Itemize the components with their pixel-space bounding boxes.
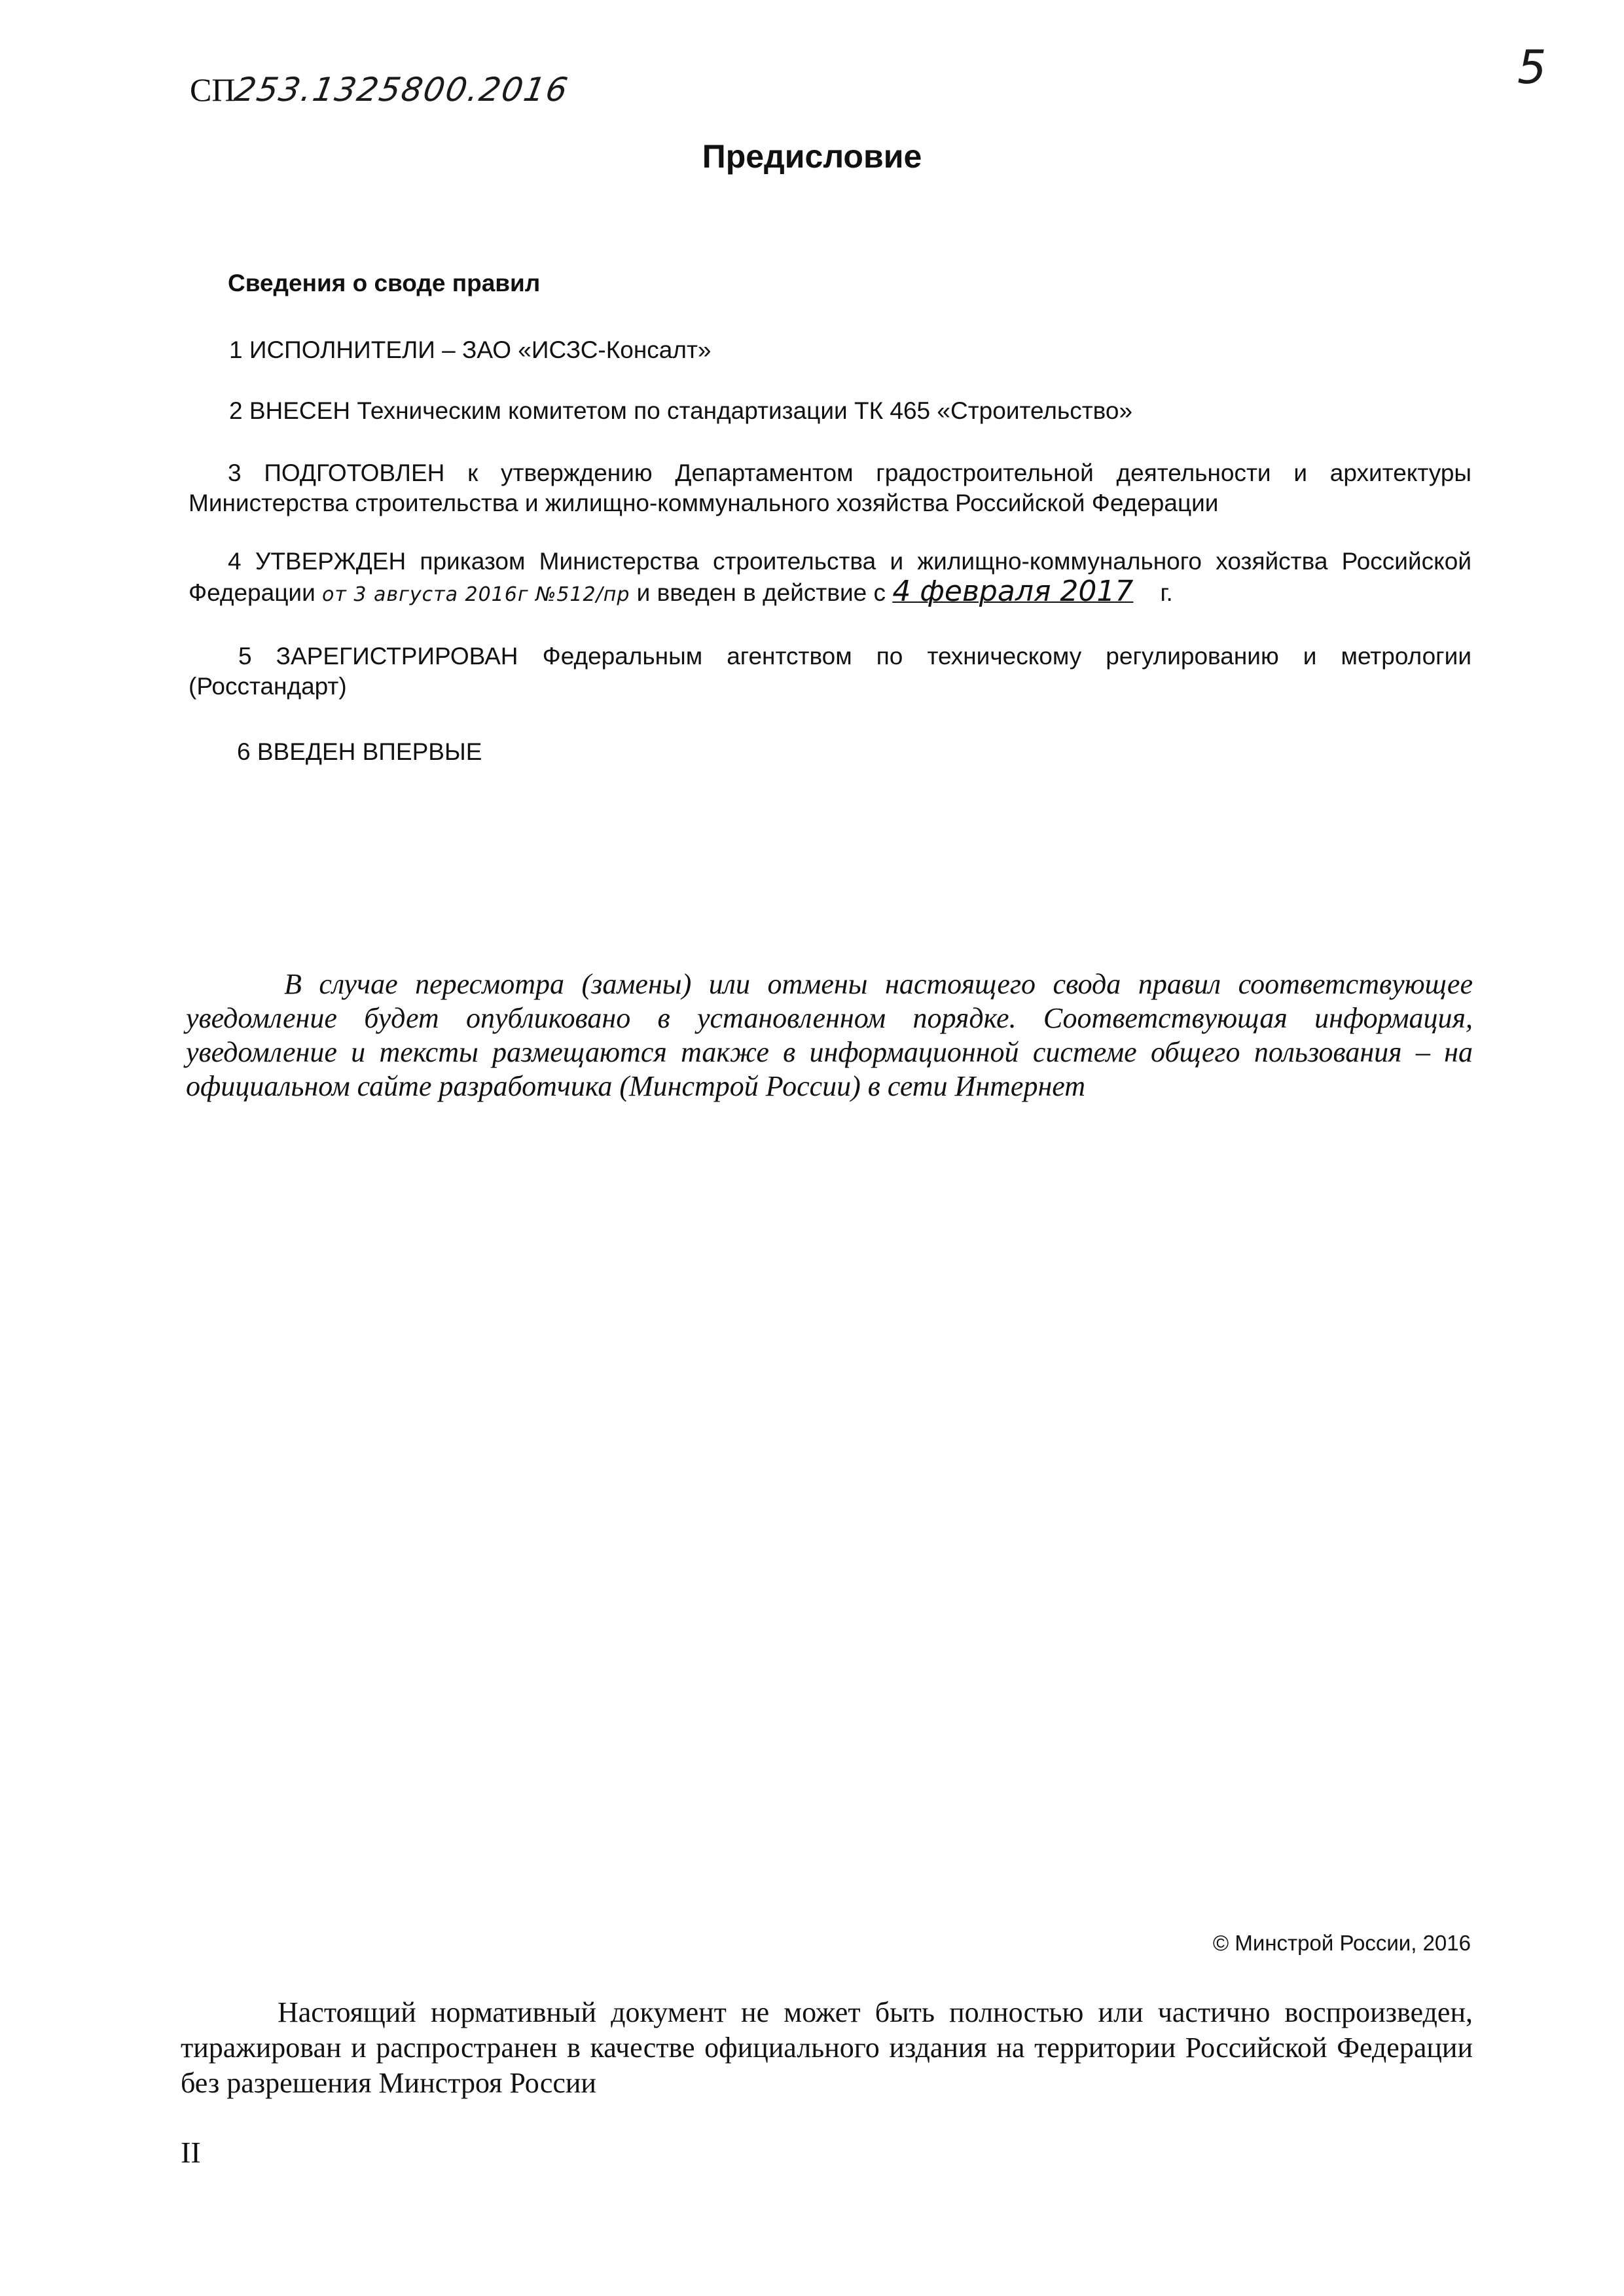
document-code bbox=[190, 71, 572, 109]
item4-handwritten-effective-date: 4 февраля 2017 bbox=[892, 575, 1134, 608]
handwritten-page-number: 5 bbox=[1517, 41, 1548, 94]
list-item-2: 2 ВНЕСЕН Техническим комитетом по стандартизации ТК 465 «Строительство» bbox=[229, 397, 1133, 424]
item4-text-2: и введен в действие с bbox=[636, 579, 886, 606]
revision-notice: В случае пересмотра (замены) или отмены настоящего свода правил соответствующее уведомление будет опубликовано в установленном порядке. Соответствующая информация, уведомление и тексты размещаются также в информационной системе общего пользования – на официальном сайте разработчика (Минстрой России) в сети Интернет bbox=[186, 968, 1473, 1102]
doc-code-handwritten: 253.1325800.2016 bbox=[232, 71, 572, 109]
item4-handwritten-order: от 3 августа 2016г №512/пр bbox=[322, 583, 630, 606]
list-item-6: 6 ВВЕДЕН ВПЕРВЫЕ bbox=[237, 738, 482, 765]
doc-code-prefix: СП bbox=[190, 71, 236, 108]
item4-text-1: 4 УТВЕРЖДЕН приказом Министерства строительства и жилищно-коммунального хозяйства Российской Федерации bbox=[189, 548, 1471, 606]
page-title: Предисловие bbox=[702, 138, 922, 175]
rights-notice: Настоящий нормативный документ не может быть полностью или частично воспроизведен, тиражирован и распространен в качестве официального издания на территории Российской Федерации без разрешения Минстроя России bbox=[181, 1996, 1473, 2099]
section-heading: Сведения о своде правил bbox=[228, 270, 541, 296]
list-item-5: 5 ЗАРЕГИСТРИРОВАН Федеральным агентством по техническому регулированию и метрологии (Росстандарт) bbox=[189, 643, 1471, 700]
page-number-roman: II bbox=[181, 2136, 201, 2169]
list-item-1: 1 ИСПОЛНИТЕЛИ – ЗАО «ИСЗС-Консалт» bbox=[229, 336, 712, 363]
copyright: © Минстрой России, 2016 bbox=[1212, 1931, 1471, 1955]
list-item-4 bbox=[189, 547, 1471, 610]
list-item-3: 3 ПОДГОТОВЛЕН к утверждению Департаментом градостроительной деятельности и архитектуры Министерства строительства и жилищно-коммунального хозяйства Российской Федерации bbox=[189, 459, 1471, 516]
item4-text-3: г. bbox=[1160, 579, 1173, 606]
